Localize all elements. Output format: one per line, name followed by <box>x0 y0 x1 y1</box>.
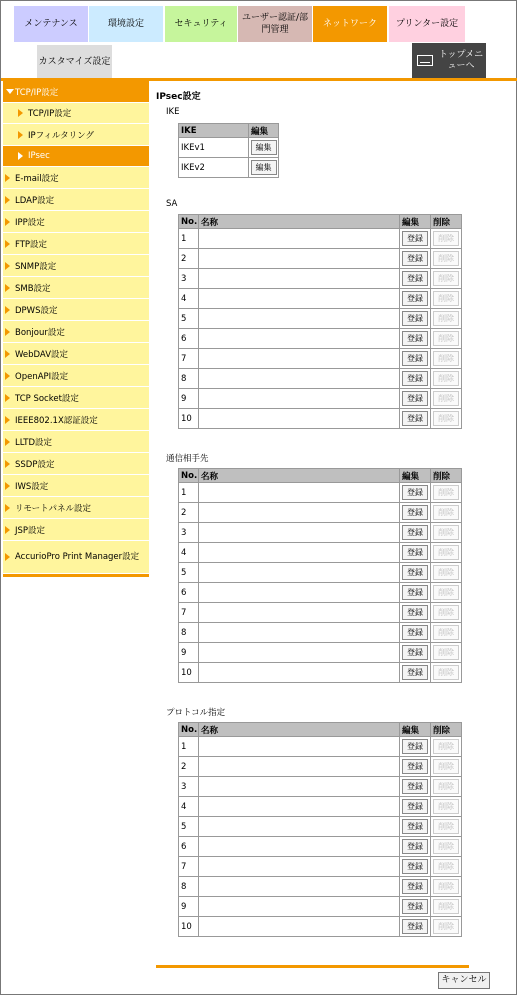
menu-screen-icon <box>417 55 433 66</box>
sidebar-item-label: TCP Socket設定 <box>15 393 79 404</box>
triangle-right-icon <box>5 526 10 534</box>
register-button[interactable]: 登録 <box>402 645 428 660</box>
table-row <box>179 897 462 917</box>
triangle-right-icon <box>5 438 10 446</box>
table-row <box>179 138 279 158</box>
sidebar-item-label: IPsec <box>28 151 50 161</box>
no-header: No. <box>179 215 199 229</box>
sidebar-item-label: LDAP設定 <box>15 195 55 206</box>
delete-button[interactable]: 削除 <box>433 665 459 680</box>
sidebar-item-label: Bonjour設定 <box>15 327 65 338</box>
delete-button[interactable]: 削除 <box>433 759 459 774</box>
register-button[interactable]: 登録 <box>402 665 428 680</box>
section-table <box>178 722 462 937</box>
delete-button[interactable]: 削除 <box>433 565 459 580</box>
sidebar <box>3 81 149 577</box>
name-cell <box>199 523 400 543</box>
row-number: 6 <box>179 583 199 603</box>
delete-header: 削除 <box>431 469 462 483</box>
row-number: 5 <box>179 817 199 837</box>
table-row <box>179 877 462 897</box>
row-number: 7 <box>179 603 199 623</box>
table-row <box>179 817 462 837</box>
delete-button[interactable]: 削除 <box>433 779 459 794</box>
no-header: No. <box>179 723 199 737</box>
table-row <box>179 249 462 269</box>
register-button[interactable]: 登録 <box>402 485 428 500</box>
sidebar-item-4[interactable] <box>3 167 149 189</box>
sidebar-item-label: IWS設定 <box>15 481 49 492</box>
register-button[interactable]: 登録 <box>402 411 428 426</box>
row-number: 10 <box>179 409 199 429</box>
row-number: 10 <box>179 917 199 937</box>
tab-0[interactable]: メンテナンス <box>14 6 88 42</box>
table-row <box>179 369 462 389</box>
triangle-right-icon <box>5 460 10 468</box>
triangle-down-icon <box>6 89 14 94</box>
sidebar-item-10[interactable] <box>3 299 149 321</box>
sidebar-item-label: TCP/IP設定 <box>15 87 59 98</box>
register-button[interactable]: 登録 <box>402 779 428 794</box>
name-cell <box>199 837 400 857</box>
top-menu-button[interactable] <box>412 43 486 78</box>
table-row <box>179 289 462 309</box>
sidebar-item-label: OpenAPI設定 <box>15 371 69 382</box>
delete-header: 削除 <box>431 215 462 229</box>
ike-table <box>178 123 279 178</box>
sidebar-item-label: IPフィルタリング <box>28 130 94 141</box>
table-row <box>179 917 462 937</box>
delete-button[interactable]: 削除 <box>433 391 459 406</box>
row-number: 9 <box>179 897 199 917</box>
register-button[interactable]: 登録 <box>402 625 428 640</box>
sidebar-item-5[interactable] <box>3 189 149 211</box>
register-button[interactable]: 登録 <box>402 391 428 406</box>
tab-5[interactable]: プリンター設定 <box>389 6 465 42</box>
row-number: 3 <box>179 777 199 797</box>
name-cell <box>199 389 400 409</box>
table-row <box>179 329 462 349</box>
triangle-right-icon <box>5 482 10 490</box>
triangle-right-icon <box>5 284 10 292</box>
table-row <box>179 857 462 877</box>
delete-button[interactable]: 削除 <box>433 251 459 266</box>
sidebar-item-19[interactable] <box>3 497 149 519</box>
delete-button[interactable]: 削除 <box>433 899 459 914</box>
triangle-right-icon <box>5 504 10 512</box>
register-button[interactable]: 登録 <box>402 565 428 580</box>
sidebar-item-16[interactable] <box>3 431 149 453</box>
no-header: No. <box>179 469 199 483</box>
section-title: 通信相手先 <box>166 454 209 464</box>
page-title: IPsec設定 <box>156 92 201 102</box>
row-number: 1 <box>179 229 199 249</box>
table-row <box>179 503 462 523</box>
table-row <box>179 158 279 178</box>
row-number: 4 <box>179 289 199 309</box>
row-number: 6 <box>179 837 199 857</box>
table-row <box>179 797 462 817</box>
sidebar-item-label: リモートパネル設定 <box>15 503 91 514</box>
triangle-right-icon <box>5 328 10 336</box>
sidebar-item-21[interactable] <box>3 541 149 574</box>
triangle-right-icon <box>5 553 10 561</box>
name-cell <box>199 877 400 897</box>
top-menu-label: トップメニューへ <box>438 49 484 71</box>
table-row <box>179 583 462 603</box>
register-button[interactable]: 登録 <box>402 251 428 266</box>
register-button[interactable]: 登録 <box>402 819 428 834</box>
row-number: 7 <box>179 349 199 369</box>
triangle-right-icon <box>18 109 23 117</box>
row-number: 2 <box>179 249 199 269</box>
sidebar-item-label: WebDAV設定 <box>15 349 69 360</box>
footer-divider <box>156 965 469 968</box>
name-cell <box>199 349 400 369</box>
register-button[interactable]: 登録 <box>402 839 428 854</box>
sidebar-item-3[interactable] <box>3 146 149 167</box>
triangle-right-icon <box>5 416 10 424</box>
delete-button[interactable]: 削除 <box>433 819 459 834</box>
register-button[interactable]: 登録 <box>402 505 428 520</box>
register-button[interactable]: 登録 <box>402 859 428 874</box>
sidebar-item-label: DPWS設定 <box>15 305 58 316</box>
row-number: 1 <box>179 483 199 503</box>
triangle-right-icon <box>5 372 10 380</box>
delete-button[interactable]: 削除 <box>433 411 459 426</box>
row-number: 6 <box>179 329 199 349</box>
delete-button[interactable]: 削除 <box>433 271 459 286</box>
register-button[interactable]: 登録 <box>402 525 428 540</box>
triangle-right-icon <box>18 131 23 139</box>
sidebar-item-label: SSDP設定 <box>15 459 55 470</box>
row-number: 8 <box>179 369 199 389</box>
delete-button[interactable]: 削除 <box>433 371 459 386</box>
tab-4[interactable]: ネットワーク <box>313 6 387 42</box>
register-button[interactable]: 登録 <box>402 799 428 814</box>
table-row <box>179 523 462 543</box>
sidebar-item-2[interactable] <box>3 124 149 146</box>
name-cell <box>199 483 400 503</box>
sidebar-item-11[interactable] <box>3 321 149 343</box>
name-cell <box>199 663 400 683</box>
table-row <box>179 837 462 857</box>
name-cell <box>199 369 400 389</box>
tab-6[interactable]: カスタマイズ設定 <box>37 45 112 79</box>
row-number: 3 <box>179 269 199 289</box>
name-cell <box>199 737 400 757</box>
sidebar-item-13[interactable] <box>3 365 149 387</box>
name-cell <box>199 603 400 623</box>
triangle-right-icon <box>5 218 10 226</box>
name-cell <box>199 643 400 663</box>
sidebar-item-label: AccurioPro Print Manager設定 <box>15 551 140 562</box>
name-cell <box>199 757 400 777</box>
row-number: 2 <box>179 757 199 777</box>
table-row <box>179 643 462 663</box>
table-row <box>179 389 462 409</box>
delete-button[interactable]: 削除 <box>433 545 459 560</box>
ike-version: IKEv1 <box>179 138 249 158</box>
row-number: 3 <box>179 523 199 543</box>
sidebar-item-7[interactable] <box>3 233 149 255</box>
table-row <box>179 409 462 429</box>
name-cell <box>199 583 400 603</box>
row-number: 8 <box>179 623 199 643</box>
triangle-right-icon <box>5 262 10 270</box>
name-cell <box>199 623 400 643</box>
delete-button[interactable]: 削除 <box>433 231 459 246</box>
sidebar-bottom-divider <box>3 574 149 577</box>
section-title: SA <box>166 199 178 209</box>
sidebar-item-label: LLTD設定 <box>15 437 53 448</box>
sidebar-item-6[interactable] <box>3 211 149 233</box>
triangle-right-icon <box>5 240 10 248</box>
delete-button[interactable]: 削除 <box>433 879 459 894</box>
delete-button[interactable]: 削除 <box>433 739 459 754</box>
register-button[interactable]: 登録 <box>402 371 428 386</box>
name-cell <box>199 289 400 309</box>
register-button[interactable]: 登録 <box>402 919 428 934</box>
row-number: 5 <box>179 563 199 583</box>
ike-edit-button[interactable]: 編集 <box>251 140 277 155</box>
ike-version: IKEv2 <box>179 158 249 178</box>
delete-button[interactable]: 削除 <box>433 605 459 620</box>
edit-header: 編集 <box>400 723 431 737</box>
triangle-right-icon <box>5 394 10 402</box>
delete-button[interactable]: 削除 <box>433 645 459 660</box>
row-number: 4 <box>179 543 199 563</box>
delete-button[interactable]: 削除 <box>433 625 459 640</box>
cancel-button[interactable]: キャンセル <box>438 972 490 989</box>
sidebar-item-17[interactable] <box>3 453 149 475</box>
name-cell <box>199 269 400 289</box>
name-header: 名称 <box>199 469 400 483</box>
section-table <box>178 214 462 429</box>
sidebar-item-label: SNMP設定 <box>15 261 57 272</box>
sidebar-item-label: E-mail設定 <box>15 173 59 184</box>
name-cell <box>199 543 400 563</box>
name-cell <box>199 329 400 349</box>
table-row <box>179 269 462 289</box>
delete-button[interactable]: 削除 <box>433 585 459 600</box>
name-cell <box>199 797 400 817</box>
table-row <box>179 663 462 683</box>
delete-button[interactable]: 削除 <box>433 839 459 854</box>
delete-button[interactable]: 削除 <box>433 919 459 934</box>
triangle-right-icon <box>5 196 10 204</box>
edit-header: 編集 <box>400 469 431 483</box>
delete-button[interactable]: 削除 <box>433 485 459 500</box>
name-cell <box>199 897 400 917</box>
sidebar-item-20[interactable] <box>3 519 149 541</box>
register-button[interactable]: 登録 <box>402 545 428 560</box>
section-title: プロトコル指定 <box>166 708 226 718</box>
register-button[interactable]: 登録 <box>402 291 428 306</box>
ike-header: IKE <box>179 124 249 138</box>
delete-button[interactable]: 削除 <box>433 505 459 520</box>
name-cell <box>199 503 400 523</box>
ike-section-title: IKE <box>166 107 180 117</box>
tab-2[interactable]: セキュリティ <box>165 6 237 42</box>
register-button[interactable]: 登録 <box>402 331 428 346</box>
sidebar-item-label: IPP設定 <box>15 217 45 228</box>
ike-edit-button[interactable]: 編集 <box>251 160 277 175</box>
delete-button[interactable]: 削除 <box>433 351 459 366</box>
register-button[interactable]: 登録 <box>402 759 428 774</box>
table-row <box>179 229 462 249</box>
tab-1[interactable]: 環境設定 <box>89 6 163 42</box>
sidebar-item-label: IEEE802.1X認証設定 <box>15 415 98 426</box>
sidebar-item-1[interactable] <box>3 103 149 124</box>
edit-header: 編集 <box>400 215 431 229</box>
sidebar-item-15[interactable] <box>3 409 149 431</box>
row-number: 9 <box>179 389 199 409</box>
table-row <box>179 563 462 583</box>
tab-3[interactable]: ユーザー認証/部門管理 <box>238 6 312 42</box>
row-number: 1 <box>179 737 199 757</box>
register-button[interactable]: 登録 <box>402 899 428 914</box>
register-button[interactable]: 登録 <box>402 585 428 600</box>
name-header: 名称 <box>199 723 400 737</box>
sidebar-item-0[interactable] <box>3 81 149 103</box>
sidebar-item-label: SMB設定 <box>15 283 51 294</box>
row-number: 2 <box>179 503 199 523</box>
delete-button[interactable]: 削除 <box>433 291 459 306</box>
triangle-right-icon <box>5 174 10 182</box>
table-row <box>179 757 462 777</box>
row-number: 7 <box>179 857 199 877</box>
name-cell <box>199 917 400 937</box>
delete-button[interactable]: 削除 <box>433 525 459 540</box>
table-row <box>179 309 462 329</box>
row-number: 5 <box>179 309 199 329</box>
table-row <box>179 737 462 757</box>
name-cell <box>199 249 400 269</box>
sidebar-item-label: JSP設定 <box>15 525 46 536</box>
name-header: 名称 <box>199 215 400 229</box>
sidebar-item-8[interactable] <box>3 255 149 277</box>
delete-button[interactable]: 削除 <box>433 799 459 814</box>
name-cell <box>199 563 400 583</box>
sidebar-item-12[interactable] <box>3 343 149 365</box>
register-button[interactable]: 登録 <box>402 879 428 894</box>
register-button[interactable]: 登録 <box>402 739 428 754</box>
register-button[interactable]: 登録 <box>402 605 428 620</box>
table-row <box>179 603 462 623</box>
table-row <box>179 623 462 643</box>
register-button[interactable]: 登録 <box>402 351 428 366</box>
table-row <box>179 777 462 797</box>
delete-button[interactable]: 削除 <box>433 311 459 326</box>
row-number: 9 <box>179 643 199 663</box>
delete-button[interactable]: 削除 <box>433 331 459 346</box>
row-number: 8 <box>179 877 199 897</box>
section-table <box>178 468 462 683</box>
sidebar-item-label: FTP設定 <box>15 239 48 250</box>
register-button[interactable]: 登録 <box>402 271 428 286</box>
table-row <box>179 483 462 503</box>
name-cell <box>199 777 400 797</box>
sidebar-item-18[interactable] <box>3 475 149 497</box>
sidebar-item-9[interactable] <box>3 277 149 299</box>
row-number: 4 <box>179 797 199 817</box>
name-cell <box>199 857 400 877</box>
sidebar-item-14[interactable] <box>3 387 149 409</box>
name-cell <box>199 409 400 429</box>
table-row <box>179 543 462 563</box>
delete-header: 削除 <box>431 723 462 737</box>
row-number: 10 <box>179 663 199 683</box>
register-button[interactable]: 登録 <box>402 311 428 326</box>
ike-edit-header: 編集 <box>249 124 279 138</box>
name-cell <box>199 817 400 837</box>
name-cell <box>199 309 400 329</box>
sidebar-item-label: TCP/IP設定 <box>28 109 72 119</box>
triangle-right-icon <box>5 350 10 358</box>
name-cell <box>199 229 400 249</box>
triangle-right-icon <box>5 306 10 314</box>
table-row <box>179 349 462 369</box>
triangle-right-icon <box>18 152 23 160</box>
delete-button[interactable]: 削除 <box>433 859 459 874</box>
register-button[interactable]: 登録 <box>402 231 428 246</box>
